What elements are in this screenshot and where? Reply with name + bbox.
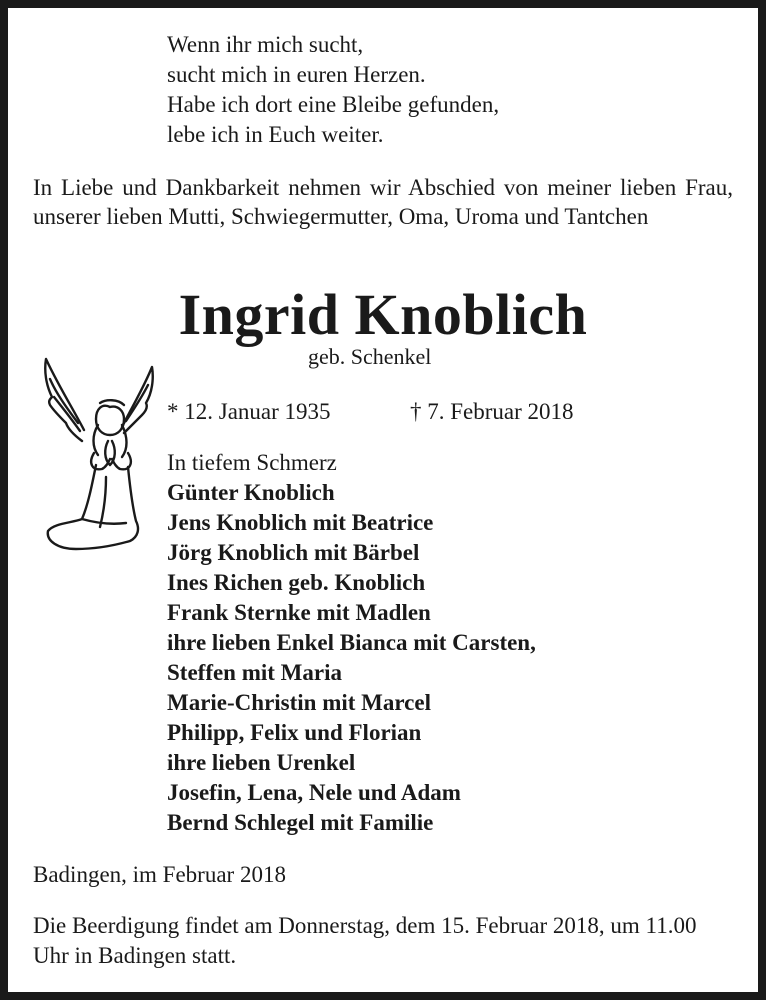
birth-date: * 12. Januar 1935 [167, 399, 331, 424]
mourner-line: Ines Richen geb. Knoblich [167, 570, 426, 595]
mourner-line: Josefin, Lena, Nele und Adam [167, 780, 461, 805]
mourner-line: ihre lieben Enkel Bianca mit Carsten, [167, 630, 536, 655]
funeral-info: Die Beerdigung findet am Donnerstag, dem 15. Februar 2018, um 11.00 Uhr in Badingen statt. [33, 913, 697, 968]
poem [167, 30, 499, 150]
mourner-line: Günter Knoblich [167, 480, 335, 505]
angel-icon [36, 345, 156, 555]
mourner-line: Steffen mit Maria [167, 660, 342, 685]
mourner-line: Philipp, Felix und Florian [167, 720, 422, 745]
poem-line: Habe ich dort eine Bleibe gefunden, [167, 92, 500, 117]
death-date: † 7. Februar 2018 [410, 399, 574, 424]
mourner-line: Marie-Christin mit Marcel [167, 690, 431, 715]
poem-line: lebe ich in Euch weiter. [167, 122, 384, 147]
mourner-line: Frank Sternke mit Madlen [167, 600, 431, 625]
mourners-list [167, 448, 536, 838]
mourner-line: ihre lieben Urenkel [167, 750, 356, 775]
poem-line: Wenn ihr mich sucht, [167, 32, 364, 57]
deceased-name: Ingrid Knoblich [178, 282, 588, 347]
mourner-line: Jörg Knoblich mit Bärbel [167, 540, 420, 565]
birth-name: geb. Schenkel [308, 344, 432, 369]
mourner-line: Jens Knoblich mit Beatrice [167, 510, 434, 535]
place-and-date: Badingen, im Februar 2018 [33, 862, 286, 887]
intro-text: In Liebe und Dankbarkeit nehmen wir Abschied von meiner lieben Frau, unserer lieben Mutti, Schwiegermutter, Oma, Uroma und Tantchen [33, 175, 733, 229]
poem-line: sucht mich in euren Herzen. [167, 62, 426, 87]
mourners-heading: In tiefem Schmerz [167, 450, 337, 475]
mourner-line: Bernd Schlegel mit Familie [167, 810, 434, 835]
life-dates [167, 397, 574, 427]
